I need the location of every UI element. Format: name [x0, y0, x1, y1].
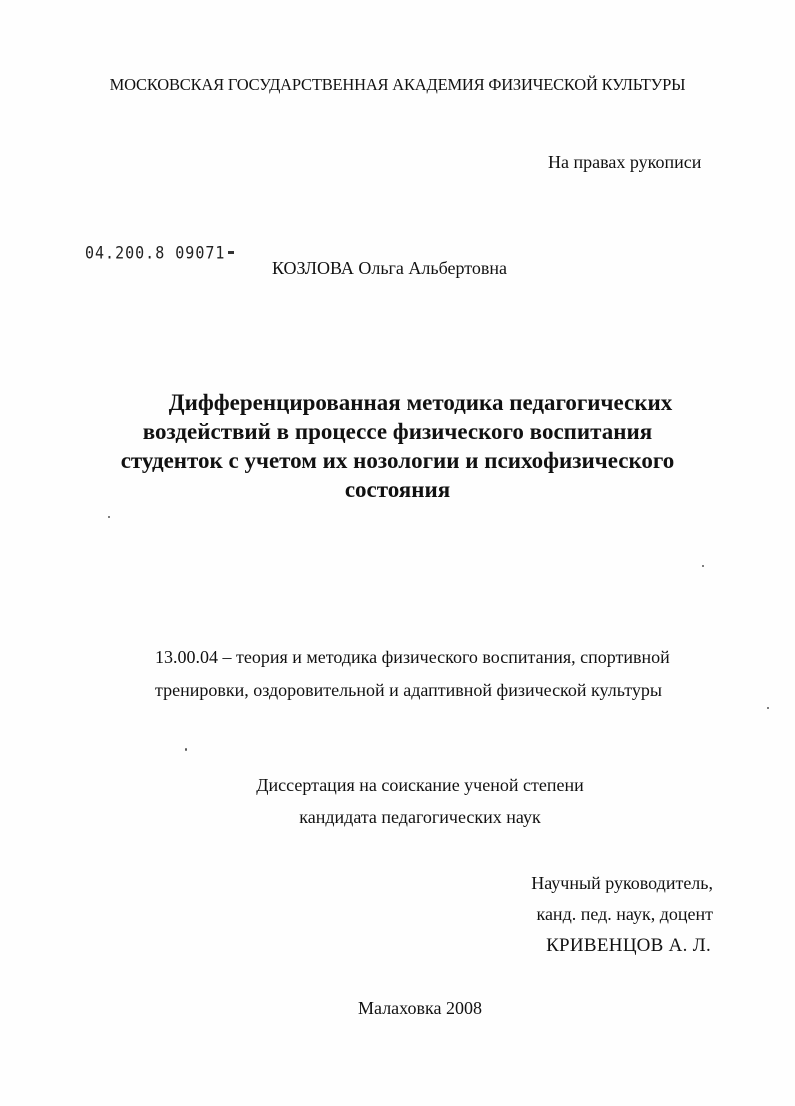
supervisor-label: Научный руководитель,: [531, 873, 713, 893]
stamp-mark: [228, 251, 234, 254]
supervisor-name: КРИВЕНЦОВ А. Л.: [546, 935, 711, 956]
registration-stamp: 04.200.8 09071: [85, 242, 226, 263]
dissertation-title: [0, 388, 795, 504]
manuscript-note: На правах рукописи: [548, 152, 702, 172]
title-line-2: воздействий в процессе физического воспитания: [142, 419, 653, 444]
supervisor-credentials: канд. пед. наук, доцент: [536, 904, 713, 924]
title-line-1: Дифференцированная методика педагогических: [168, 390, 673, 415]
author-name: КОЗЛОВА Ольга Альбертовна: [272, 258, 508, 278]
scan-speck: [108, 516, 110, 518]
degree-line-1: Диссертация на соискание ученой степени: [256, 775, 584, 795]
scan-speck: [185, 748, 187, 751]
institution-name: МОСКОВСКАЯ ГОСУДАРСТВЕННАЯ АКАДЕМИЯ ФИЗИЧЕСКОЙ КУЛЬТУРЫ: [109, 75, 686, 94]
specialty-line-2: тренировки, оздоровительной и адаптивной физической культуры: [155, 680, 662, 700]
city-year: Малаховка 2008: [358, 998, 482, 1018]
specialty-line-1: 13.00.04 – теория и методика физического воспитания, спортивной: [155, 647, 670, 667]
scan-speck: [767, 707, 769, 709]
scan-speck: [702, 565, 704, 567]
title-line-3: студенток с учетом их нозологии и психофизического: [120, 448, 675, 473]
title-line-4: состояния: [344, 477, 451, 502]
degree-line-2: кандидата педагогических наук: [299, 807, 541, 827]
